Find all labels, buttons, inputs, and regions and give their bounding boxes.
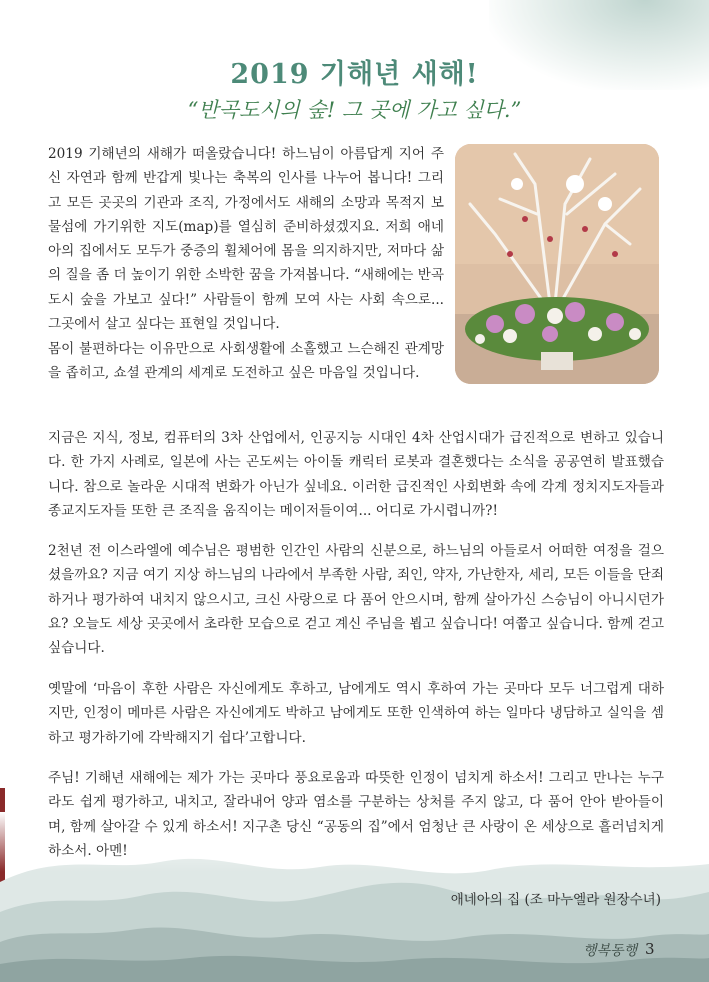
flower-arrangement-photo bbox=[455, 144, 659, 384]
paragraph-4: 2천년 전 이스라엘에 예수님은 평범한 인간인 사람의 신분으로, 하느님의 아들로서 어떠한 여정을 걸으셨을까요? 지금 여기 지상 하느님의 나라에서 부족한 사람, 죄인, 약자, 가난한자, 세리, 모든 이들을 단죄하거나 평가하여 내치지 않으시고, 크신 사랑으로 다 품어 안으시며, 함께 살아가신 스승님이 아니시던가요? 오늘도 세상 곳곳에서 초라한 모습으로 걷고 계신 주님을 뵙고 싶습니다! 여쭙고 싶습니다. 함께 걷고 싶습니다. bbox=[48, 543, 664, 657]
page-subtitle: “반곡도시의 숲! 그 곳에 가고 싶다.” bbox=[187, 98, 522, 122]
paragraph-2: 몸이 불편하다는 이유만으로 사회생활에 소홀했고 느슨해진 관계망을 좁히고, 쇼셜 관계의 세계로 도전하고 싶은 마음일 것입니다. bbox=[48, 341, 444, 382]
page-number: 3 bbox=[645, 940, 655, 958]
paragraph-6: 주님! 기해년 새해에는 제가 가는 곳마다 풍요로움과 따뜻한 인정이 넘치게 하소서! 그리고 만나는 누구라도 쉽게 평가하고, 내치고, 잘라내어 양과 염소를 구분하는 상처를 주지 않고, 다 품어 안아 받아들이며, 함께 살아갈 수 있게 하소서! 지구촌 당신 “공동의 집”에서 엄청난 큰 사랑이 온 세상으로 흘러넘치게 하소서. 아멘! bbox=[48, 770, 664, 859]
author-signature: 애네아의 집 (조 마누엘라 원장수녀) bbox=[450, 892, 661, 908]
paragraph-5: 옛말에 ‘마음이 후한 사람은 자신에게도 후하고, 남에게도 역시 후하여 가는 곳마다 모두 너그럽게 대하지만, 인정이 메마른 사람은 자신에게도 박하고 남에게도 또한 인색하여 하는 일마다 냉담하고 실익을 셈하고 평가하기에 각박해지기 쉽다’고합니다. bbox=[48, 681, 664, 746]
page-title: 2019 기해년 새해! bbox=[230, 59, 479, 90]
paragraph-3: 지금은 지식, 정보, 컴퓨터의 3차 산업에서, 인공지능 시대인 4차 산업시대가 급진적으로 변하고 있습니다. 한 가지 사례로, 일본에 사는 곤도씨는 아이돌 캐릭터 로봇과 결혼했다는 소식을 공공연히 발표했습니다. 참으로 놀라운 시대적 변화가 아닌가 싶네요. 이러한 급진적인 사회변화 속에 각계 정치지도자들과 종교지도자들 또한 큰 조직을 움직이는 메이저들이여... 어디로 가시렵니까?! bbox=[48, 430, 664, 519]
paragraph-1: 2019 기해년의 새해가 떠올랐습니다! 하느님이 아름답게 지어 주신 자연과 함께 반갑게 빛나는 축복의 인사를 나누어 봅니다! 그리고 모든 곳곳의 기관과 조직, 가정에서도 새해의 소망과 목적지 보물섬에 가기위한 지도(map)를 열심히 준비하셨겠지요. 저희 애네아의 집에서도 모두가 중증의 휠체어에 몸을 의지하지만, 저마다 삶의 질을 좀 더 높이기 위한 소박한 꿈을 가져봅니다. “새해에는 반곡도시 숲을 가보고 싶다!” 사람들이 함께 모여 사는 사회 속으로... 그곳에서 살고 싶다는 표현일 것입니다. bbox=[48, 146, 444, 333]
footer-brand: 행복동행 bbox=[583, 943, 638, 959]
